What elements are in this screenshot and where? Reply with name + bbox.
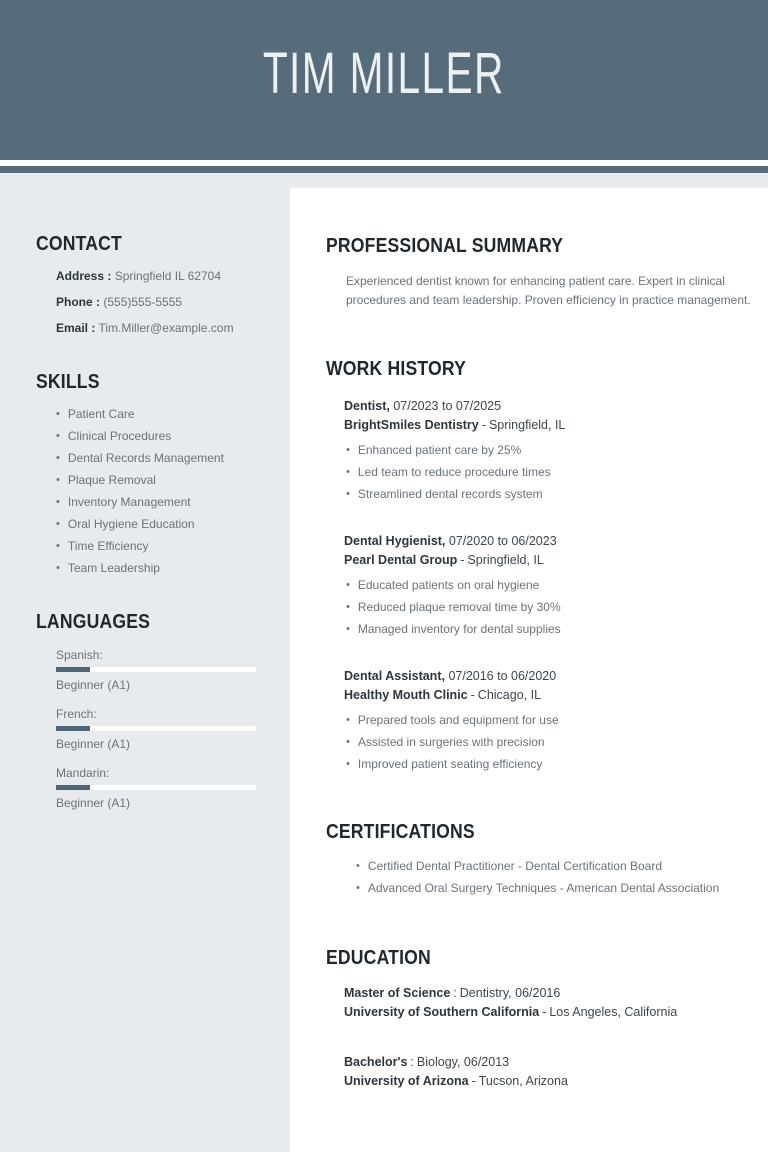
bullet-icon: •: [356, 860, 360, 872]
job-bullet: • Streamlined dental records system: [346, 487, 543, 501]
header-divider-slate: [0, 166, 768, 173]
colon-separator: :: [410, 1055, 414, 1069]
job-bullet: • Improved patient seating efficiency: [346, 757, 543, 771]
job-company: Healthy Mouth Clinic: [344, 688, 468, 702]
degree-entry: [344, 984, 758, 1022]
contact-email: [56, 322, 264, 335]
job-bullet: • Enhanced patient care by 25%: [346, 443, 522, 457]
bullet-icon: •: [56, 452, 60, 464]
job-entry: [344, 667, 758, 771]
skill-item: • Patient Care: [56, 407, 135, 421]
degree-location: Los Angeles, California: [549, 1005, 678, 1019]
education-section: [326, 947, 758, 1091]
dash-separator: -: [460, 553, 465, 567]
phone-label: Phone :: [56, 295, 100, 309]
contact-phone: [56, 296, 264, 309]
language-item-mandarin: [56, 766, 264, 810]
email-value[interactable]: Tim.Miller@example.com: [98, 321, 234, 335]
language-item-spanish: [56, 648, 264, 692]
job-dates: 07/2020 to 06/2023: [448, 534, 557, 548]
language-progress-track: [56, 726, 256, 731]
languages-heading: LANGUAGES: [36, 611, 151, 633]
skill-item: • Inventory Management: [56, 495, 191, 509]
language-level: Beginner (A1): [56, 678, 131, 692]
bullet-icon: •: [346, 758, 350, 770]
degree-detail: Biology, 06/2013: [416, 1055, 510, 1069]
job-bullets: [346, 444, 758, 501]
bullet-icon: •: [346, 736, 350, 748]
candidate-name: TIM MILLER: [263, 40, 505, 106]
work-history-section: [326, 358, 758, 771]
resume-body: [0, 173, 768, 1152]
bullet-icon: •: [346, 601, 350, 613]
skill-item: • Team Leadership: [56, 561, 160, 575]
languages-section: [36, 611, 264, 810]
language-progress-fill: [56, 785, 90, 790]
language-progress-fill: [56, 726, 90, 731]
summary-section: [326, 235, 758, 310]
summary-text: Experienced dentist known for enhancing patient care. Expert in clinical procedures and team leadership. Proven efficiency in practice management.: [346, 274, 751, 307]
language-progress-track: [56, 785, 256, 790]
degree-title-line: [344, 1053, 758, 1072]
job-dates: 07/2016 to 06/2020: [448, 669, 557, 683]
language-progress-fill: [56, 667, 90, 672]
bullet-icon: •: [346, 444, 350, 456]
skill-item: • Clinical Procedures: [56, 429, 172, 443]
certifications-list: [356, 860, 758, 895]
job-title-line: [344, 397, 758, 416]
bullet-icon: •: [356, 882, 360, 894]
certification-item: • Advanced Oral Surgery Techniques - American Dental Association: [356, 881, 720, 895]
bullet-icon: •: [56, 562, 60, 574]
job-company-line: [344, 416, 758, 435]
degree-location: Tucson, Arizona: [478, 1074, 568, 1088]
language-item-french: [56, 707, 264, 751]
bullet-icon: •: [346, 488, 350, 500]
skills-heading: SKILLS: [36, 371, 100, 393]
certification-item: • Certified Dental Practitioner - Dental Certification Board: [356, 859, 662, 873]
job-company: BrightSmiles Dentistry: [344, 418, 479, 432]
job-bullet: • Assisted in surgeries with precision: [346, 735, 545, 749]
skill-item: • Oral Hygiene Education: [56, 517, 195, 531]
bullet-icon: •: [56, 518, 60, 530]
skill-item: • Time Efficiency: [56, 539, 149, 553]
degree-entry: [344, 1053, 758, 1091]
bullet-icon: •: [56, 408, 60, 420]
degree-detail: Dentistry, 06/2016: [459, 986, 561, 1000]
job-bullet: • Prepared tools and equipment for use: [346, 713, 559, 727]
bullet-icon: •: [346, 623, 350, 635]
bullet-icon: •: [346, 466, 350, 478]
job-entry: [344, 532, 758, 636]
contact-list: [56, 270, 264, 335]
bullet-icon: •: [56, 540, 60, 552]
bullet-icon: •: [346, 579, 350, 591]
job-location: Springfield, IL: [467, 553, 544, 567]
degree-name: Bachelor's: [344, 1055, 408, 1069]
job-bullets: [346, 714, 758, 771]
certifications-section: [326, 821, 758, 895]
job-company-line: [344, 551, 758, 570]
language-progress-track: [56, 667, 256, 672]
job-company-line: [344, 686, 758, 705]
skill-item: • Dental Records Management: [56, 451, 224, 465]
job-location: Chicago, IL: [477, 688, 542, 702]
contact-section: [36, 233, 264, 335]
dash-separator: -: [542, 1005, 547, 1019]
degree-title-line: [344, 984, 758, 1003]
job-bullet: • Reduced plaque removal time by 30%: [346, 600, 561, 614]
work-history-heading: WORK HISTORY: [326, 358, 466, 380]
phone-value: (555)555-5555: [103, 295, 183, 309]
bullet-icon: •: [56, 474, 60, 486]
language-name: Spanish:: [56, 648, 103, 662]
dash-separator: -: [471, 1074, 476, 1088]
job-bullet: • Managed inventory for dental supplies: [346, 622, 561, 636]
language-name: French:: [56, 707, 97, 721]
job-bullets: [346, 579, 758, 636]
degree-school: University of Arizona: [344, 1074, 469, 1088]
colon-separator: :: [453, 986, 457, 1000]
resume-header: [0, 0, 768, 160]
job-title-line: [344, 532, 758, 551]
bullet-icon: •: [346, 714, 350, 726]
email-label: Email :: [56, 321, 96, 335]
skills-list: [56, 408, 264, 575]
main-column: [290, 188, 768, 1152]
job-location: Springfield, IL: [488, 418, 566, 432]
dash-separator: -: [470, 688, 475, 702]
contact-heading: CONTACT: [36, 233, 122, 255]
job-role: Dental Assistant,: [344, 669, 445, 683]
bullet-icon: •: [56, 430, 60, 442]
summary-heading: PROFESSIONAL SUMMARY: [326, 235, 564, 257]
degree-school-line: [344, 1072, 758, 1091]
job-entry: [344, 397, 758, 501]
job-bullet: • Led team to reduce procedure times: [346, 465, 551, 479]
job-title-line: [344, 667, 758, 686]
degree-name: Master of Science: [344, 986, 451, 1000]
address-value: Springfield IL 62704: [114, 269, 222, 283]
contact-address: [56, 270, 264, 283]
job-company: Pearl Dental Group: [344, 553, 458, 567]
education-heading: EDUCATION: [326, 947, 431, 969]
skills-section: [36, 371, 264, 575]
address-label: Address :: [56, 269, 112, 283]
job-role: Dental Hygienist,: [344, 534, 446, 548]
degree-school: University of Southern California: [344, 1005, 540, 1019]
dash-separator: -: [481, 418, 486, 432]
certifications-heading: CERTIFICATIONS: [326, 821, 475, 843]
job-role: Dentist,: [344, 399, 390, 413]
language-name: Mandarin:: [56, 766, 110, 780]
bullet-icon: •: [56, 496, 60, 508]
job-dates: 07/2023 to 07/2025: [393, 399, 502, 413]
degree-school-line: [344, 1003, 758, 1022]
language-level: Beginner (A1): [56, 796, 131, 810]
sidebar: [0, 173, 290, 1152]
language-level: Beginner (A1): [56, 737, 131, 751]
job-bullet: • Educated patients on oral hygiene: [346, 578, 540, 592]
skill-item: • Plaque Removal: [56, 473, 156, 487]
